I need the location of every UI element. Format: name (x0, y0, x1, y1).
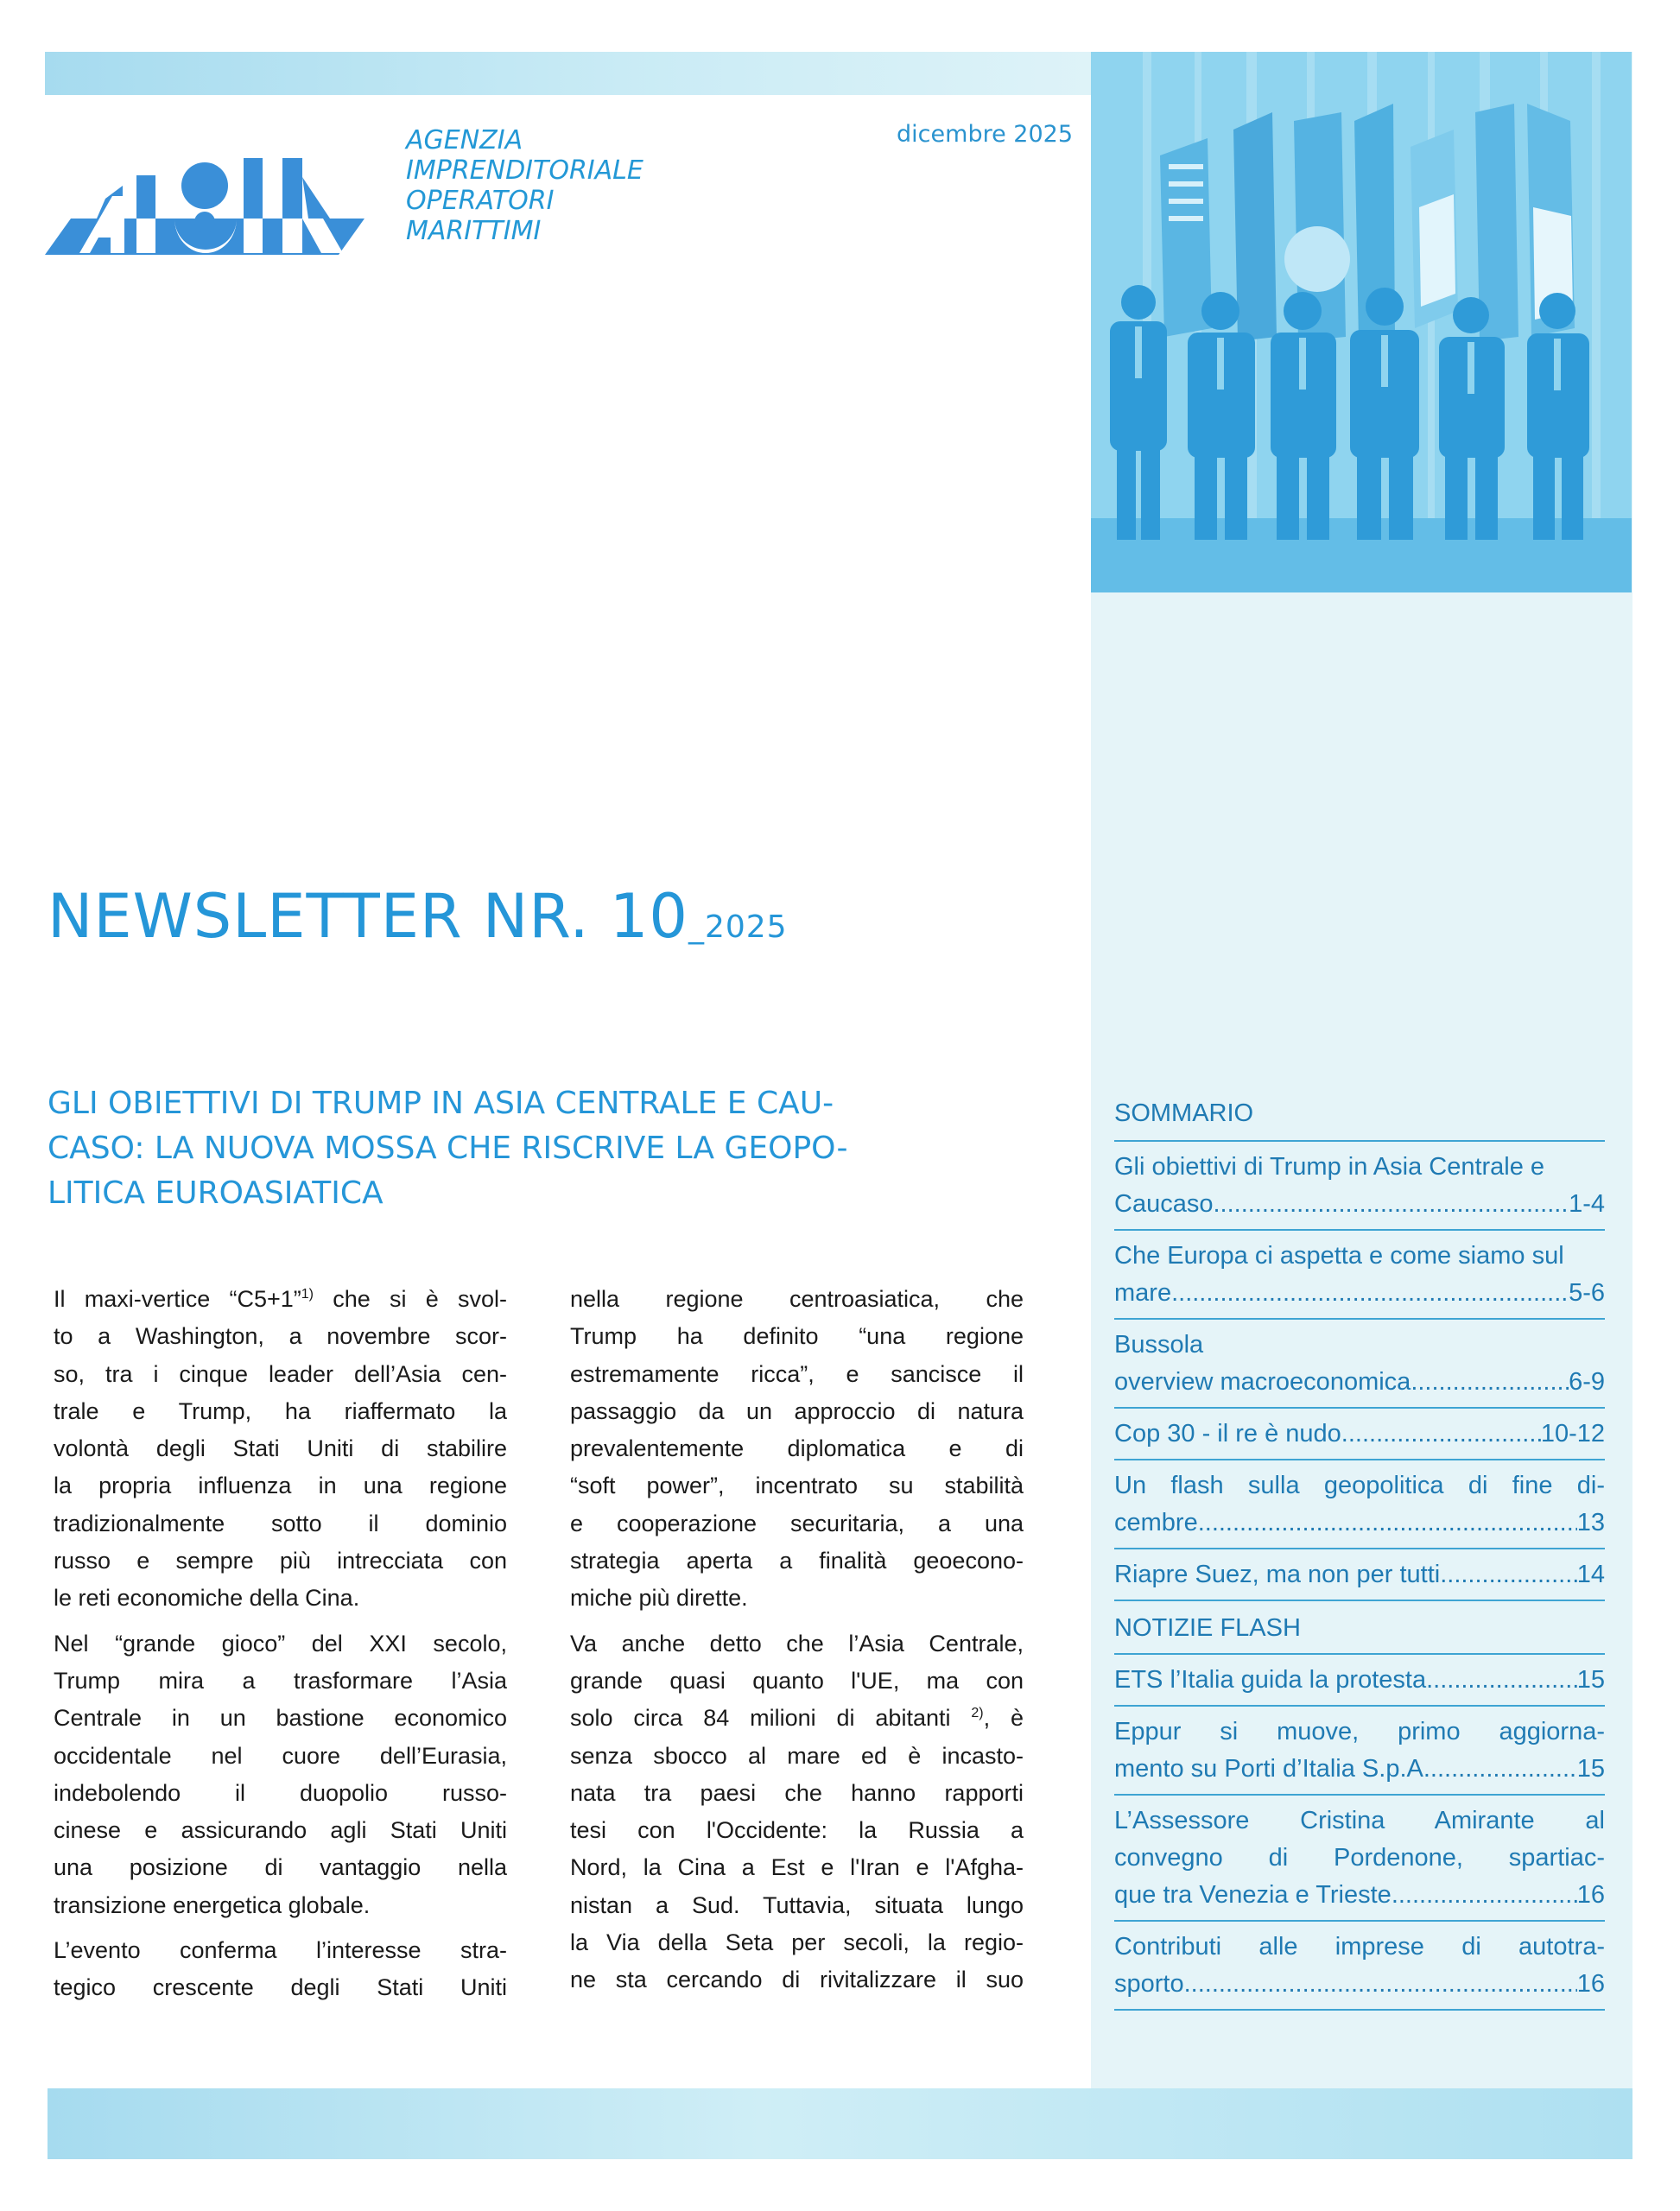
agency-name (406, 125, 643, 246)
text-line: una posizione di vantaggio nella (54, 1854, 507, 1881)
toc-item[interactable] (1114, 1409, 1605, 1460)
toc-item-line: L’Assessore Cristina Amirante al (1114, 1807, 1605, 1834)
leader-dots (1440, 1556, 1577, 1593)
text-line: so, tra i cinque leader dell’Asia cen- (54, 1360, 507, 1387)
text-line: nella regione centroasiatica, che (570, 1286, 1024, 1312)
issue-date: dicembre 2025 (897, 121, 1073, 148)
text-line: Il maxi-vertice “C5+1”$^{1)}$ che si è svol- (54, 1286, 508, 1312)
toc-item-line: convegno di Pordenone, spartiac- (1114, 1844, 1605, 1872)
article-headline (48, 1081, 1041, 1216)
toc-page: 14 (1576, 1561, 1605, 1588)
agency-line: IMPRENDITORIALE (406, 155, 643, 186)
toc-item-line: Che Europa ci aspetta e come siamo sul (1114, 1242, 1564, 1270)
headline-line: LITICA EUROASIATICA (48, 1175, 384, 1211)
paragraph (570, 1281, 1024, 1618)
toc-item-label: Cop 30 - il re è nudo (1114, 1420, 1341, 1448)
text-line: senza sbocco al mare ed è incasto- (570, 1742, 1024, 1769)
text-line: cinese e assicurando agli Stati Uniti (54, 1817, 507, 1844)
toc-item-label: mare (1114, 1279, 1172, 1307)
leader-dots (1213, 1186, 1569, 1223)
text-line: tradizionalmente sotto il dominio (54, 1510, 507, 1536)
leader-dots (1411, 1364, 1569, 1401)
leader-dots (1184, 1966, 1577, 2003)
text-line: la propria influenza in una regione (54, 1473, 507, 1499)
top-decorative-band (45, 52, 1092, 95)
newsletter-year: _2025 (688, 909, 788, 945)
text-line: indebolendo il duopolio russo- (54, 1779, 507, 1806)
aion-logo (45, 151, 373, 259)
text-line: ne sta cercando di rivitalizzare il suo (570, 1967, 1024, 1993)
text-line: Nord, la Cina a Est e l'Iran e l'Afgha- (570, 1854, 1024, 1881)
flash-item[interactable] (1114, 1796, 1605, 1922)
toc-item-label: Caucaso (1114, 1190, 1214, 1218)
agency-line: AGENZIA (406, 125, 523, 155)
toc-item-line: Eppur si muove, primo aggiorna- (1114, 1718, 1605, 1745)
aion-logo-icon (45, 151, 373, 259)
toc-item-label: ETS l’Italia guida la protesta (1114, 1666, 1427, 1694)
headline-line: GLI OBIETTIVI DI TRUMP IN ASIA CENTRALE E CAU- (48, 1086, 834, 1121)
agency-line: MARITTIMI (406, 216, 542, 246)
text-line: Nel “grande gioco” del XXI secolo, (54, 1630, 507, 1657)
leader-dots (1171, 1275, 1569, 1312)
toc-item-label: mento su Porti d’Italia S.p.A. (1114, 1755, 1430, 1783)
toc-item-label: sporto (1114, 1970, 1184, 1998)
leader-dots (1426, 1662, 1577, 1699)
paragraph (54, 1625, 507, 1924)
toc-item-label: overview macroeconomica (1114, 1368, 1411, 1396)
toc-page: 13 (1576, 1509, 1605, 1536)
text-line: prevalentemente diplomatica e di (570, 1435, 1024, 1462)
paragraph (54, 1932, 507, 2007)
text-line: Trump mira a trasformare l’Asia (54, 1667, 507, 1694)
group-photo-icon (1091, 52, 1632, 592)
toc-item[interactable] (1114, 1549, 1605, 1601)
newsletter-number: NEWSLETTER NR. 10 (48, 881, 688, 952)
text-line: Va anche detto che l’Asia Centrale, (570, 1630, 1024, 1657)
bottom-decorative-band (48, 2088, 1632, 2159)
text-line: e cooperazione securitaria, a una (570, 1510, 1024, 1536)
table-of-contents (1114, 1086, 1605, 2011)
paragraph (570, 1625, 1024, 1999)
text-line: le reti economiche della Cina. (54, 1585, 360, 1612)
toc-page: 5-6 (1569, 1279, 1605, 1307)
text-line: Centrale in un bastione economico (54, 1705, 507, 1732)
leader-dots (1430, 1751, 1577, 1788)
toc-page: 1-4 (1569, 1190, 1605, 1218)
text-line: solo circa 84 milioni di abitanti $^{2)}$, è (570, 1705, 1024, 1732)
toc-item-label: que tra Venezia e Trieste (1114, 1881, 1392, 1909)
text-line: volontà degli Stati Uniti di stabilire (54, 1435, 507, 1462)
text-line: strategia aperta a finalità geoecono- (570, 1548, 1024, 1574)
toc-item-line: Gli obiettivi di Trump in Asia Centrale e (1114, 1153, 1545, 1181)
flash-item[interactable] (1114, 1922, 1605, 2011)
text-line: tegico crescente degli Stati Uniti (54, 1974, 507, 2001)
text-line: russo e sempre più intrecciata con (54, 1548, 507, 1574)
text-line: grande quasi quanto l'UE, ma con (570, 1667, 1024, 1694)
toc-page: 16 (1576, 1881, 1605, 1909)
text-line: to a Washington, a novembre scor- (54, 1323, 507, 1350)
leader-dots (1198, 1505, 1577, 1542)
leader-dots (1341, 1416, 1541, 1453)
toc-page: 6-9 (1569, 1368, 1605, 1396)
text-line: miche più dirette. (570, 1585, 748, 1612)
toc-page: 15 (1576, 1666, 1605, 1694)
paragraph (54, 1281, 507, 1618)
headline-line: CASO: LA NUOVA MOSSA CHE RISCRIVE LA GEOPO- (48, 1131, 848, 1166)
summary-title: SOMMARIO (1114, 1086, 1605, 1142)
leader-dots (1392, 1877, 1577, 1914)
text-line: la Via della Seta per secoli, la regio- (570, 1929, 1024, 1956)
text-line: L’evento conferma l’interesse stra- (54, 1937, 507, 1964)
text-line: nistan a Sud. Tuttavia, situata lungo (570, 1891, 1024, 1918)
text-line: transizione energetica globale. (54, 1891, 371, 1918)
toc-item[interactable] (1114, 1460, 1605, 1549)
toc-item-label: cembre (1114, 1509, 1198, 1536)
toc-item[interactable] (1114, 1142, 1605, 1231)
text-line: tesi con l'Occidente: la Russia a (570, 1817, 1024, 1844)
text-line: estremamente ricca”, e sancisce il (570, 1360, 1024, 1387)
article-column-2 (570, 1281, 1024, 2007)
cover-photo (1091, 52, 1632, 592)
toc-page: 15 (1576, 1755, 1605, 1783)
text-line: trale e Trump, ha riaffermato la (54, 1397, 507, 1424)
toc-item[interactable] (1114, 1231, 1605, 1320)
text-line: “soft power”, incentrato su stabilità (570, 1473, 1024, 1499)
text-line: nata tra paesi che hanno rapporti (570, 1779, 1024, 1806)
toc-item-label: Riapre Suez, ma non per tutti (1114, 1561, 1441, 1588)
toc-page: 16 (1576, 1970, 1605, 1998)
newsletter-title (48, 881, 788, 952)
flash-item[interactable] (1114, 1655, 1605, 1707)
text-line: Trump ha definito “una regione (570, 1323, 1024, 1350)
text-line: occidentale nel cuore dell’Eurasia, (54, 1742, 507, 1769)
toc-item-line: Contributi alle imprese di autotra- (1114, 1933, 1605, 1961)
toc-page: 10-12 (1540, 1420, 1605, 1448)
toc-item-line: Bussola (1114, 1331, 1204, 1359)
flash-item[interactable] (1114, 1707, 1605, 1796)
footnote-ref[interactable]: 2) (971, 1706, 984, 1721)
toc-item-line: Un flash sulla geopolitica di fine di- (1114, 1472, 1605, 1499)
agency-line: OPERATORI (406, 186, 555, 216)
article-column-1 (54, 1281, 507, 2015)
footnote-ref[interactable]: 1) (301, 1287, 314, 1302)
flash-news-title: NOTIZIE FLASH (1114, 1601, 1605, 1655)
toc-item[interactable] (1114, 1320, 1605, 1409)
text-line: passaggio da un approccio di natura (570, 1397, 1024, 1424)
